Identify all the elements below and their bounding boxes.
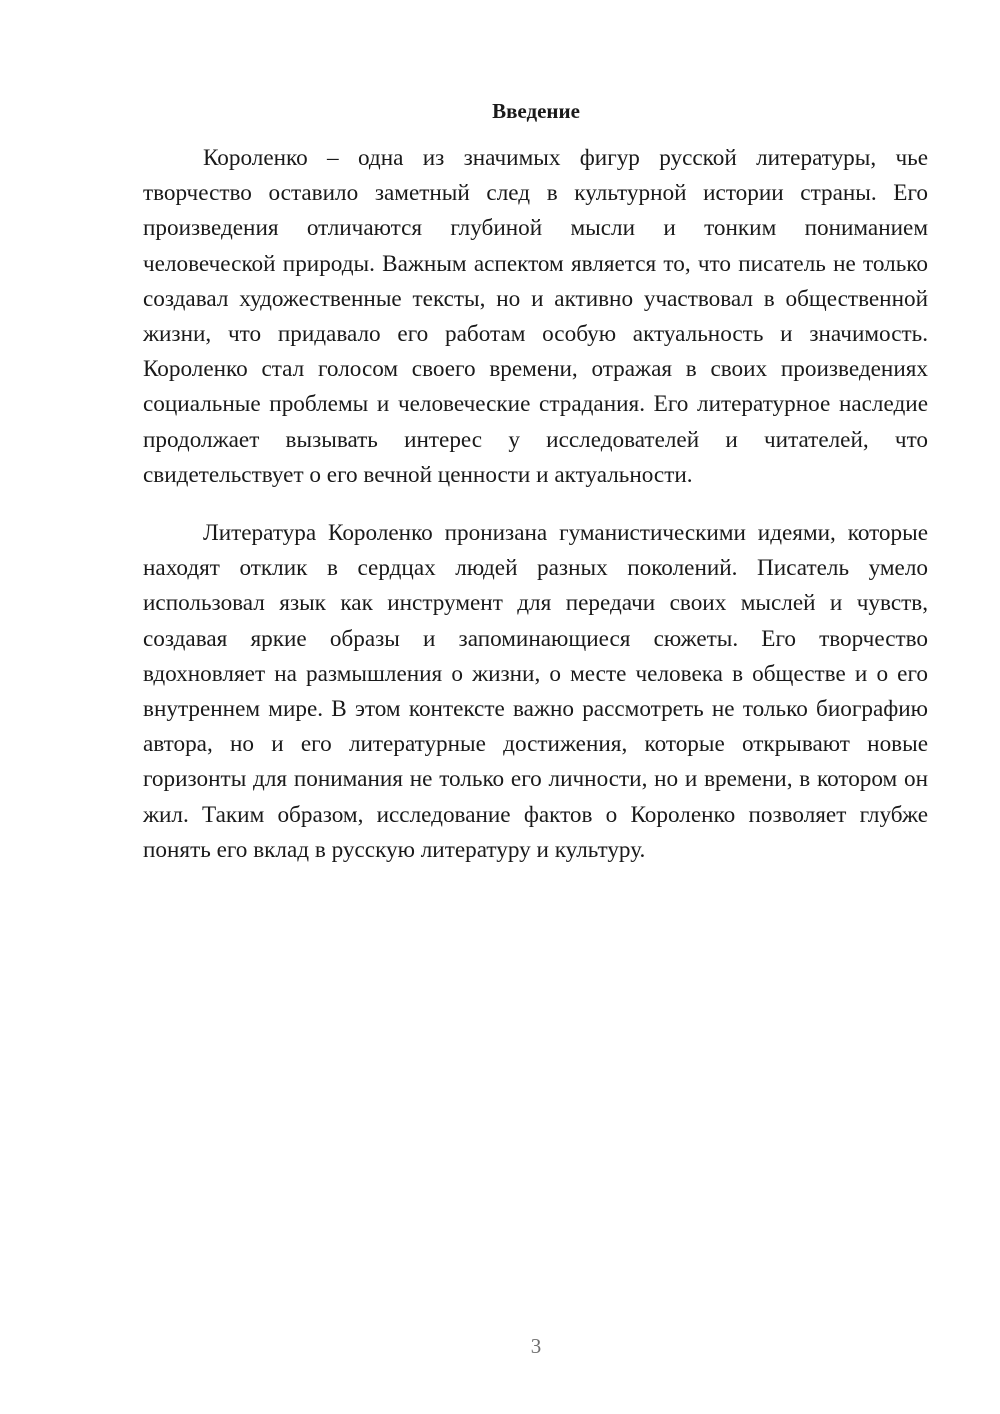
- section-heading: Введение: [492, 99, 580, 123]
- body-paragraph: Короленко – одна из значимых фигур русской литературы, чье творчество оставило заметный след в культурной истории страны. Его произведения отличаются глубиной мысли и тонким пониманием человеческой природы. Важным аспектом является то, что писатель не только создавал художественные тексты, но и активно участвовал в общественной жизни, что придавало его работам особую актуальность и значимость. Короленко стал голосом своего времени, отражая в своих произведениях социальные проблемы и человеческие страдания. Его литературное наследие продолжает вызывать интерес у исследователей и читателей, что свидетельствует о его вечной ценности и актуальности.: [143, 145, 928, 488]
- body-paragraph: Литература Короленко пронизана гуманистическими идеями, которые находят отклик в сердцах людей разных поколений. Писатель умело использовал язык как инструмент для передачи своих мыслей и чувств, создавая яркие образы и запоминающиеся сюжеты. Его творчество вдохновляет на размышления о жизни, о месте человека в обществе и о его внутреннем мире. В этом контексте важно рассмотреть не только биографию автора, но и его литературные достижения, которые открывают новые горизонты для понимания не только его личности, но и времени, в котором он жил. Таким образом, исследование фактов о Короленко позволяет глубже понять его вклад в русскую литературу и культуру.: [143, 520, 928, 863]
- page-number: 3: [530, 1334, 542, 1358]
